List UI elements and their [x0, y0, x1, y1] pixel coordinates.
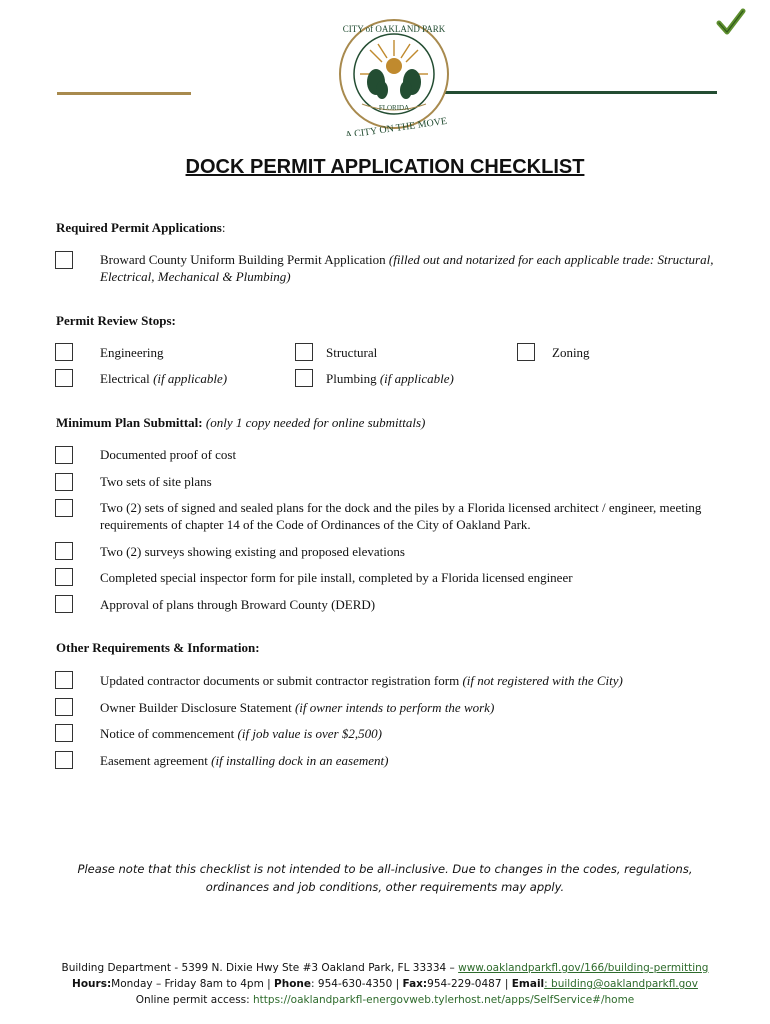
footer-phone: : 954-630-4350 | — [311, 978, 400, 990]
footer-online-link[interactable]: https://oaklandparkfl-energovweb.tylerhost.net/apps/SelfService#/home — [253, 994, 635, 1006]
footer-hours: Monday – Friday 8am to 4pm | — [111, 978, 271, 990]
footer-email-link[interactable]: : building@oaklandparkfl.gov — [544, 978, 698, 990]
disclaimer-note: Please note that this checklist is not intended to be all-inclusive. Due to changes in the codes, regulations, ordinances and job conditions, other requirements may apply. — [77, 862, 693, 894]
seal-text-bottom: FLORIDA — [378, 104, 410, 112]
required-heading-colon: : — [221, 220, 226, 235]
required-item-0 — [100, 251, 720, 285]
checkbox-review-zoning[interactable] — [517, 343, 535, 361]
review-item-4-note: (if applicable) — [379, 371, 454, 386]
other-item-2 — [100, 725, 382, 742]
other-item-2-note: (if job value is over $2,500) — [237, 726, 382, 741]
minimum-heading-note: (only 1 copy needed for online submittals) — [205, 415, 426, 430]
review-item-3-note: (if applicable) — [153, 371, 228, 386]
checkbox-other-0[interactable] — [55, 671, 73, 689]
checkbox-other-2[interactable] — [55, 724, 73, 742]
review-item-0-text: Engineering — [100, 345, 164, 360]
other-item-2-text: Notice of commencement — [100, 726, 235, 741]
footer-hours-label: Hours: — [72, 978, 112, 990]
checkbox-required-0[interactable] — [55, 251, 73, 269]
checkbox-minimum-0[interactable] — [55, 446, 73, 464]
required-heading-text: Required Permit Applications — [56, 220, 222, 235]
checkbox-review-electrical[interactable] — [55, 369, 73, 387]
page-title: DOCK PERMIT APPLICATION CHECKLIST — [185, 156, 585, 178]
other-item-1-text: Owner Builder Disclosure Statement — [100, 700, 292, 715]
review-item-structural — [326, 344, 377, 361]
other-item-3-note: (if installing dock in an easement) — [211, 753, 389, 768]
seal-text-top: CITY of OAKLAND PARK — [342, 24, 446, 34]
required-item-0-text: Broward County Uniform Building Permit Application — [100, 252, 386, 267]
other-item-3 — [100, 752, 388, 769]
review-item-2-text: Zoning — [552, 345, 590, 360]
section-minimum-heading — [56, 415, 425, 431]
other-item-0 — [100, 672, 623, 689]
checkbox-review-plumbing[interactable] — [295, 369, 313, 387]
header-rule-green — [443, 91, 717, 94]
section-review-heading: Permit Review Stops: — [56, 313, 176, 328]
checkbox-minimum-1[interactable] — [55, 473, 73, 491]
footer-fax: 954-229-0487 | — [427, 978, 509, 990]
review-item-electrical — [100, 370, 227, 387]
review-item-zoning — [552, 344, 590, 361]
minimum-item-1: Two sets of site plans — [100, 474, 212, 489]
minimum-item-5: Approval of plans through Broward County (DERD) — [100, 597, 376, 612]
review-item-1-text: Structural — [326, 345, 378, 360]
footer-email-label: Email — [511, 978, 545, 990]
footer — [0, 960, 770, 1008]
checkbox-other-1[interactable] — [55, 698, 73, 716]
footer-website-link[interactable]: www.oaklandparkfl.gov/166/building-permitting — [458, 962, 709, 974]
footer-line-2 — [0, 976, 770, 992]
minimum-item-2: Two (2) sets of signed and sealed plans for the dock and the piles by a Florida licensed architect / engineer, meeting requirements of chapter 14 of the Code of Ordinances of the City of Oakland Park. — [100, 500, 702, 532]
checkbox-minimum-4[interactable] — [55, 568, 73, 586]
footer-fax-label: Fax: — [402, 978, 428, 990]
other-item-1-note: (if owner intends to perform the work) — [294, 700, 495, 715]
checkbox-other-3[interactable] — [55, 751, 73, 769]
seal-tagline: A CITY ON THE MOVE — [344, 115, 448, 136]
section-other-heading: Other Requirements & Information: — [56, 640, 260, 655]
checkmark-icon — [716, 8, 746, 36]
footer-line-1 — [0, 960, 770, 976]
city-seal — [330, 18, 462, 136]
minimum-item-3: Two (2) surveys showing existing and proposed elevations — [100, 544, 405, 559]
review-item-engineering — [100, 344, 164, 361]
other-item-0-text: Updated contractor documents or submit contractor registration form — [100, 673, 460, 688]
review-item-plumbing — [326, 370, 454, 387]
other-item-1 — [100, 699, 494, 716]
footer-line-3 — [0, 992, 770, 1008]
checkbox-minimum-5[interactable] — [55, 595, 73, 613]
header-rule-gold — [57, 92, 191, 95]
review-item-3-text: Electrical — [100, 371, 150, 386]
required-item-0-note: (filled out and notarized for each applicable trade: Structural, Electrical, Mechanical & Plumbing) — [100, 252, 714, 284]
footer-phone-label: Phone — [274, 978, 312, 990]
review-item-4-text: Plumbing — [326, 371, 377, 386]
minimum-item-4: Completed special inspector form for pile install, completed by a Florida licensed engineer — [100, 570, 573, 585]
checkbox-minimum-3[interactable] — [55, 542, 73, 560]
seal-graphic — [330, 18, 462, 136]
other-item-3-text: Easement agreement — [100, 753, 208, 768]
other-item-0-note: (if not registered with the City) — [462, 673, 623, 688]
footer-address: Building Department - 5399 N. Dixie Hwy Ste #3 Oakland Park, FL 33334 – — [61, 962, 455, 974]
section-required-heading — [56, 220, 226, 236]
checkbox-minimum-2[interactable] — [55, 499, 73, 517]
footer-online-label: Online permit access: — [135, 994, 250, 1006]
checkbox-review-structural[interactable] — [295, 343, 313, 361]
minimum-heading-text: Minimum Plan Submittal: — [56, 415, 203, 430]
minimum-item-0: Documented proof of cost — [100, 447, 237, 462]
checkbox-review-engineering[interactable] — [55, 343, 73, 361]
